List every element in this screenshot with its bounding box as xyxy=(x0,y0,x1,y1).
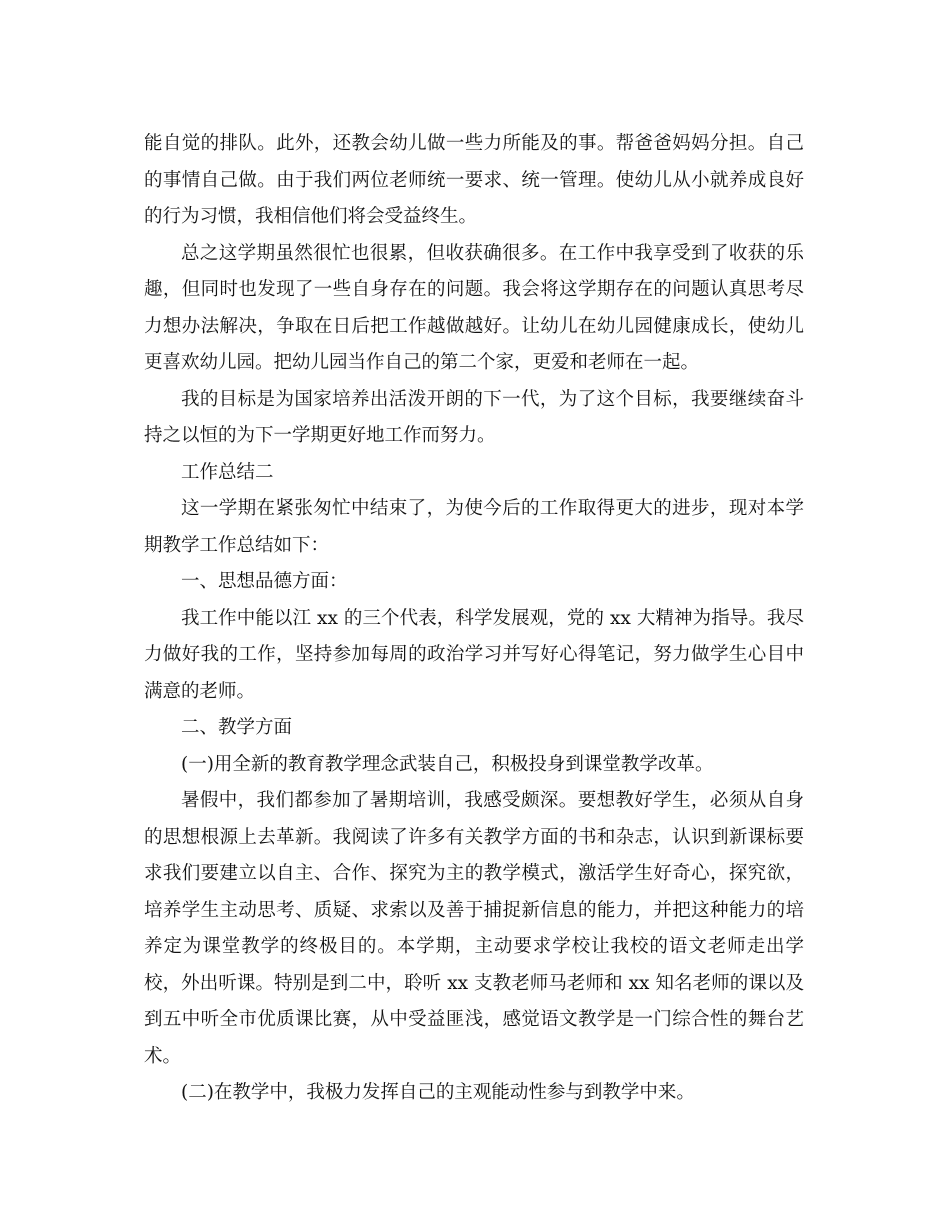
paragraph-intro: 这一学期在紧张匆忙中结束了，为使今后的工作取得更大的进步，现对本学期教学工作总结如下： xyxy=(144,498,804,556)
subheading-teaching-one: (一)用全新的教育教学理念武装自己，积极投身到课堂教学改革。 xyxy=(181,753,714,775)
paragraph-moral: 我工作中能以江 xx 的三个代表，科学发展观，党的 xx 大精神为指导。我尽力做好我的工作，坚持参加每周的政治学习并写好心得笔记，努力做学生心目中满意的老师。 xyxy=(144,607,804,702)
heading-teaching: 二、教学方面 xyxy=(181,717,293,738)
paragraph-goal: 我的目标是为国家培养出活泼开朗的下一代，为了这个目标，我要继续奋斗持之以恒的为下一学期更好地工作而努力。 xyxy=(144,388,804,446)
section-title-summary-two: 工作总结二 xyxy=(181,461,274,483)
paragraph-summary: 总之这学期虽然很忙也很累，但收获确很多。在工作中我享受到了收获的乐趣，但同时也发现了一些自身存在的问题。我会将这学期存在的问题认真思考尽力想办法解决，争取在日后把工作越做越好。让幼儿在幼儿园健康成长，使幼儿更喜欢幼儿园。把幼儿园当作自己的第二个家，更爱和老师在一起。 xyxy=(144,242,804,373)
subheading-teaching-two: (二)在教学中，我极力发挥自己的主观能动性参与到教学中来。 xyxy=(181,1082,695,1103)
document-page xyxy=(144,126,804,1112)
heading-moral: 一、思想品德方面： xyxy=(181,571,348,592)
paragraph-training: 暑假中，我们都参加了暑期培训，我感受颇深。要想教好学生，必须从自身的思想根源上去革新。我阅读了许多有关教学方面的书和杂志，认识到新课标要求我们要建立以自主、合作、探究为主的教学模式，激活学生好奇心，探究欲，培养学生主动思考、质疑、求索以及善于捕捉新信息的能力，并把这种能力的培养定为课堂教学的终极目的。本学期，主动要求学校让我校的语文老师走出学校，外出听课。特别是到二中，聆听 xx 支教老师马老师和 xx 知名老师的课以及到五中听全市优质课比赛，从中受益匪浅，感觉语文教学是一门综合性的舞台艺术。 xyxy=(144,790,804,1067)
paragraph-continuation: 能自觉的排队。此外，还教会幼儿做一些力所能及的事。帮爸爸妈妈分担。自己的事情自己做。由于我们两位老师统一要求、统一管理。使幼儿从小就养成良好的行为习惯，我相信他们将会受益终生。 xyxy=(144,133,804,227)
